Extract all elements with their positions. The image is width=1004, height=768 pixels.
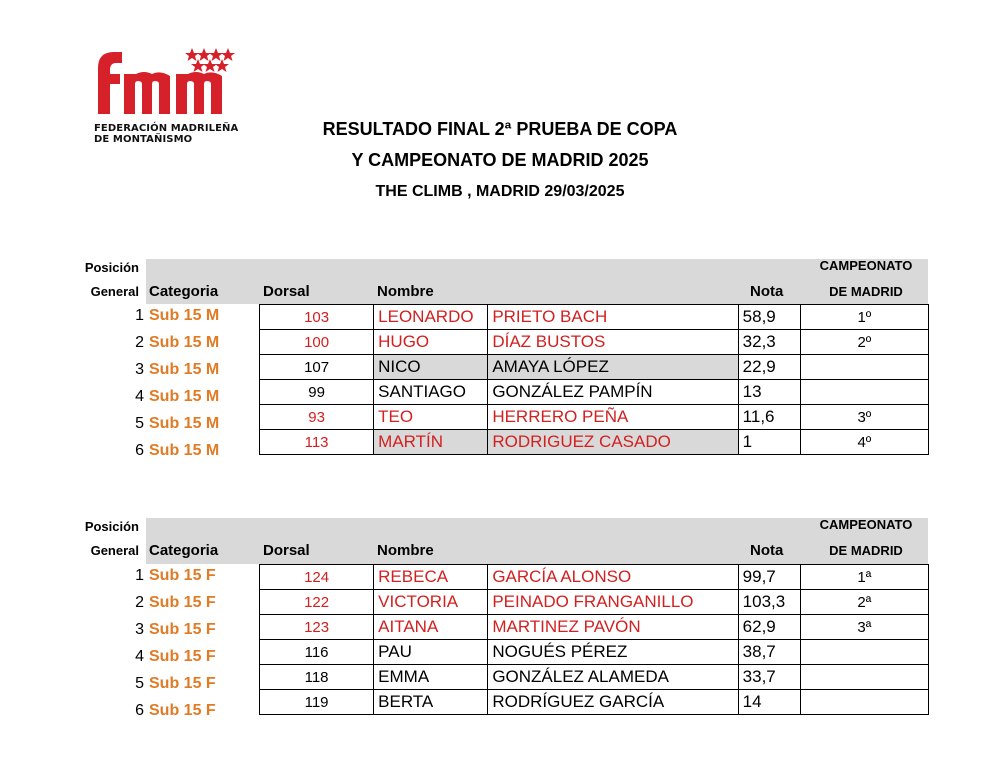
title-line-1: RESULTADO FINAL 2ª PRUEBA DE COPA bbox=[322, 119, 678, 139]
header-dorsal: Dorsal bbox=[263, 542, 310, 559]
fmm-letters bbox=[98, 52, 222, 114]
championship-rank-cell: 4º bbox=[800, 430, 928, 455]
championship-rank-cell bbox=[800, 380, 928, 405]
table-row bbox=[260, 640, 929, 665]
header-nota: Nota bbox=[750, 283, 784, 300]
bib-number-cell: 116 bbox=[260, 640, 374, 665]
bib-number-cell: 119 bbox=[260, 690, 374, 715]
score-cell: 1 bbox=[738, 430, 800, 455]
championship-rank-cell bbox=[800, 355, 928, 380]
category-label: Sub 15 F bbox=[149, 648, 216, 665]
header-campeonato: CAMPEONATO DE MADRID bbox=[819, 517, 913, 558]
table-row bbox=[260, 690, 929, 715]
results-grid bbox=[259, 564, 929, 715]
surname-cell: PRIETO BACH bbox=[488, 305, 738, 330]
logo-line-2: DE MONTAÑISMO bbox=[94, 134, 193, 145]
header-dorsal: Dorsal bbox=[263, 283, 310, 300]
first-name-cell: VICTORIA bbox=[374, 590, 488, 615]
championship-rank-cell bbox=[800, 640, 928, 665]
championship-rank-cell: 3ª bbox=[800, 615, 928, 640]
table-row bbox=[260, 565, 929, 590]
score-cell: 32,3 bbox=[738, 330, 800, 355]
score-cell: 62,9 bbox=[738, 615, 800, 640]
score-cell: 103,3 bbox=[738, 590, 800, 615]
category-label: Sub 15 M bbox=[149, 442, 220, 459]
title-line-2: Y CAMPEONATO DE MADRID 2025 bbox=[351, 150, 649, 170]
header-categoria: Categoria bbox=[149, 283, 219, 300]
header-nota: Nota bbox=[750, 542, 784, 559]
table-row bbox=[260, 355, 929, 380]
table-row bbox=[260, 330, 929, 355]
championship-rank-cell: 1º bbox=[800, 305, 928, 330]
position-number: 4 bbox=[135, 388, 144, 405]
header-categoria: Categoria bbox=[149, 542, 219, 559]
table-row bbox=[260, 665, 929, 690]
first-name-cell: PAU bbox=[374, 640, 488, 665]
score-cell: 13 bbox=[738, 380, 800, 405]
surname-cell: GONZÁLEZ ALAMEDA bbox=[488, 665, 738, 690]
first-name-cell: SANTIAGO bbox=[374, 380, 488, 405]
bib-number-cell: 118 bbox=[260, 665, 374, 690]
position-number: 4 bbox=[135, 648, 144, 665]
first-name-cell: LEONARDO bbox=[374, 305, 488, 330]
position-number: 1 bbox=[135, 307, 144, 324]
table-row bbox=[260, 380, 929, 405]
score-cell: 58,9 bbox=[738, 305, 800, 330]
position-number: 2 bbox=[135, 334, 144, 351]
category-label: Sub 15 M bbox=[149, 361, 220, 378]
surname-cell: GARCÍA ALONSO bbox=[488, 565, 738, 590]
category-label: Sub 15 M bbox=[149, 388, 220, 405]
position-number: 6 bbox=[135, 442, 144, 459]
first-name-cell: REBECA bbox=[374, 565, 488, 590]
surname-cell: RODRIGUEZ CASADO bbox=[488, 430, 738, 455]
first-name-cell: BERTA bbox=[374, 690, 488, 715]
position-number: 2 bbox=[135, 594, 144, 611]
position-number: 1 bbox=[135, 567, 144, 584]
results-grid bbox=[259, 304, 929, 455]
category-label: Sub 15 M bbox=[149, 415, 220, 432]
bib-number-cell: 99 bbox=[260, 380, 374, 405]
category-label: Sub 15 F bbox=[149, 594, 216, 611]
first-name-cell: TEO bbox=[374, 405, 488, 430]
title-line-3: THE CLIMB , MADRID 29/03/2025 bbox=[375, 183, 625, 200]
table-row bbox=[260, 430, 929, 455]
championship-rank-cell: 2ª bbox=[800, 590, 928, 615]
position-number: 3 bbox=[135, 361, 144, 378]
surname-cell: RODRÍGUEZ GARCÍA bbox=[488, 690, 738, 715]
header-nombre: Nombre bbox=[377, 283, 434, 300]
score-cell: 38,7 bbox=[738, 640, 800, 665]
score-cell: 11,6 bbox=[738, 405, 800, 430]
score-cell: 99,7 bbox=[738, 565, 800, 590]
category-label: Sub 15 F bbox=[149, 621, 216, 638]
header-nombre: Nombre bbox=[377, 542, 434, 559]
surname-cell: PEINADO FRANGANILLO bbox=[488, 590, 738, 615]
score-cell: 33,7 bbox=[738, 665, 800, 690]
surname-cell: NOGUÉS PÉREZ bbox=[488, 640, 738, 665]
table-row bbox=[260, 405, 929, 430]
madrid-stars-icon bbox=[185, 48, 235, 72]
table-row bbox=[260, 305, 929, 330]
championship-rank-cell: 3º bbox=[800, 405, 928, 430]
first-name-cell: NICO bbox=[374, 355, 488, 380]
header-campeonato: CAMPEONATO DE MADRID bbox=[819, 258, 913, 299]
championship-rank-cell: 1ª bbox=[800, 565, 928, 590]
first-name-cell: AITANA bbox=[374, 615, 488, 640]
header-posicion: Posición General bbox=[84, 260, 139, 299]
table-row bbox=[260, 615, 929, 640]
championship-rank-cell bbox=[800, 690, 928, 715]
header-posicion: Posición General bbox=[84, 519, 139, 558]
bib-number-cell: 107 bbox=[260, 355, 374, 380]
logo-line-1: FEDERACIÓN MADRILEÑA bbox=[94, 123, 239, 134]
category-label: Sub 15 M bbox=[149, 334, 220, 351]
surname-cell: HERRERO PEÑA bbox=[488, 405, 738, 430]
bib-number-cell: 103 bbox=[260, 305, 374, 330]
surname-cell: AMAYA LÓPEZ bbox=[488, 355, 738, 380]
first-name-cell: MARTÍN bbox=[374, 430, 488, 455]
bib-number-cell: 100 bbox=[260, 330, 374, 355]
surname-cell: DÍAZ BUSTOS bbox=[488, 330, 738, 355]
surname-cell: MARTINEZ PAVÓN bbox=[488, 615, 738, 640]
category-label: Sub 15 F bbox=[149, 675, 216, 692]
first-name-cell: HUGO bbox=[374, 330, 488, 355]
championship-rank-cell: 2º bbox=[800, 330, 928, 355]
category-label: Sub 15 F bbox=[149, 567, 216, 584]
category-label: Sub 15 M bbox=[149, 307, 220, 324]
position-number: 5 bbox=[135, 415, 144, 432]
bib-number-cell: 122 bbox=[260, 590, 374, 615]
first-name-cell: EMMA bbox=[374, 665, 488, 690]
bib-number-cell: 123 bbox=[260, 615, 374, 640]
bib-number-cell: 113 bbox=[260, 430, 374, 455]
position-number: 3 bbox=[135, 621, 144, 638]
championship-rank-cell bbox=[800, 665, 928, 690]
position-number: 5 bbox=[135, 675, 144, 692]
score-cell: 14 bbox=[738, 690, 800, 715]
score-cell: 22,9 bbox=[738, 355, 800, 380]
bib-number-cell: 93 bbox=[260, 405, 374, 430]
bib-number-cell: 124 bbox=[260, 565, 374, 590]
category-label: Sub 15 F bbox=[149, 702, 216, 719]
position-number: 6 bbox=[135, 702, 144, 719]
surname-cell: GONZÁLEZ PAMPÍN bbox=[488, 380, 738, 405]
table-row bbox=[260, 590, 929, 615]
